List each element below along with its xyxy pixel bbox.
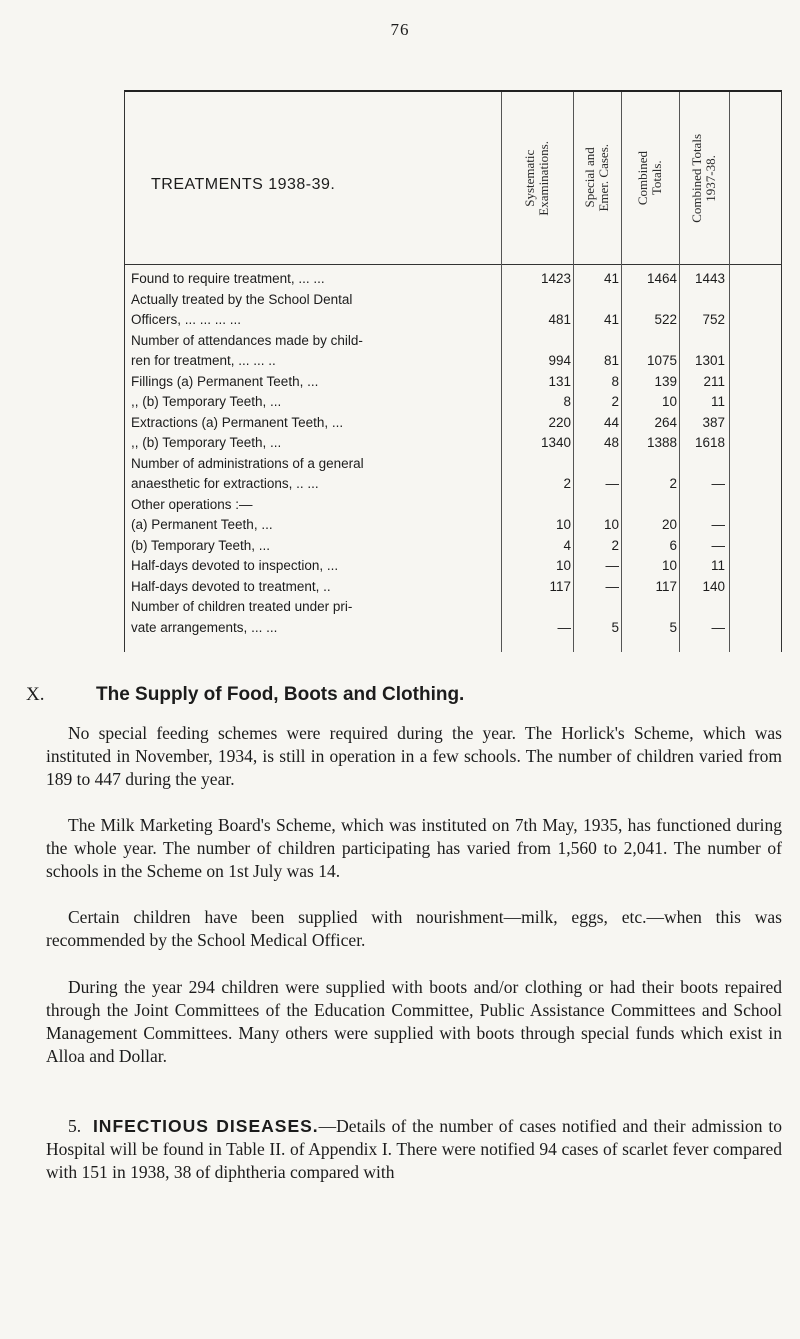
row-value: 2 [563,476,571,491]
row-value: 994 [548,353,571,368]
row-label: Number of attendances made by child- [131,332,363,348]
row-value: 139 [654,373,677,389]
table-row [125,393,781,411]
paragraph-nourishment: Certain children have been supplied with nourishment—milk, eggs, etc.—when this was recommended by the School Medical Officer. [46,907,782,950]
row-value: 1618 [694,435,725,450]
row-value: 41 [603,271,619,286]
row-value: 264 [654,414,677,430]
paragraph-boots: During the year 294 children were supplied with boots and/or clothing or had their boots repaired through the Joint Committees of the Education Committee, Public Assistance Committees and School Management Committees. Many others were supplied with boots through special funds which exist in Alloa and Dollar. [46,977,782,1066]
table-row [125,578,781,596]
col-head-special: Special and Emer. Cases. [582,144,611,212]
row-value: 131 [548,373,571,389]
table-title: TREATMENTS 1938-39. [151,176,336,193]
table-row [125,332,781,350]
row-value: 1075 [646,353,677,368]
row-value: 387 [702,414,725,430]
row-value: 220 [548,414,571,430]
row-value: 2 [669,476,677,491]
paragraph-milk: The Milk Marketing Board's Scheme, which was instituted on 7th May, 1935, has functioned during the whole year. The number of children participating has varied from 1,560 to 2,041. The number of schools in the Scheme on 1st July was 14. [46,815,782,881]
row-value: 481 [548,312,571,327]
row-value: — [711,517,725,532]
infectious-number: 5. [68,1116,82,1136]
col-head-combined: Combined Totals. [635,150,664,206]
row-value: 44 [603,414,619,430]
section-heading [26,684,786,706]
row-label: vate arrangements, ... ... [131,619,278,635]
row-label: Half-days devoted to treatment, .. [131,578,331,594]
row-value: 211 [703,373,725,389]
row-value: 10 [603,517,619,532]
row-value: 10 [661,558,677,573]
table-row [125,434,781,452]
row-label: ,, (b) Temporary Teeth, ... [131,394,282,409]
row-label: Number of administrations of a general [131,455,364,471]
row-value: 1340 [540,435,571,450]
row-value: 1301 [694,353,725,368]
row-label: Half-days devoted to inspection, ... [131,558,339,573]
table-row [125,619,781,637]
row-value: 2 [611,394,619,409]
row-label: Other operations :— [131,496,253,512]
row-value: 6 [669,537,677,553]
row-value: — [711,476,725,491]
table-row [125,291,781,309]
treatments-table [124,90,782,652]
table-header [125,92,781,265]
table-row [125,352,781,370]
table-row [125,516,781,534]
row-value: 5 [611,619,619,635]
col-head-combined-prev: Combined Totals 1937-38. [689,133,718,223]
row-label: (b) Temporary Teeth, ... [131,537,271,553]
page-number: 76 [390,20,410,39]
row-value: 522 [654,312,677,327]
row-value: 10 [555,558,571,573]
row-value: 11 [710,558,725,573]
row-value: — [557,619,571,635]
row-label: ,, (b) Temporary Teeth, ... [131,435,282,450]
row-value: 1443 [694,271,725,286]
table-row [125,270,781,288]
table-row [125,455,781,473]
row-label: Found to require treatment, ... ... [131,271,325,286]
row-value: — [711,619,725,635]
col-head-systematic: Systematic Examinations. [522,140,551,216]
row-value: 5 [669,619,677,635]
row-label: (a) Permanent Teeth, ... [131,517,273,532]
row-label: anaesthetic for extractions, .. ... [131,476,319,491]
table-row [125,598,781,616]
row-value: 1388 [646,435,677,450]
row-value: 752 [702,312,725,327]
section-number: X. [26,684,45,705]
row-value: 48 [603,435,619,450]
row-value: 81 [603,353,619,368]
row-value: — [605,476,619,491]
row-value: 8 [563,394,571,409]
row-value: 8 [611,373,619,389]
row-value: 1423 [540,271,571,286]
row-value: 10 [661,394,677,409]
row-label: Number of children treated under pri- [131,599,353,614]
row-value: — [711,537,725,553]
table-row [125,373,781,391]
row-value: 2 [611,537,619,553]
table-row [125,496,781,514]
table-row [125,475,781,493]
row-value: 140 [702,578,725,594]
row-value: 10 [555,517,571,532]
table-row [125,311,781,329]
row-value: — [605,578,619,594]
infectious-heading: INFECTIOUS DISEASES. [92,1116,319,1136]
row-label: Officers, ... ... ... ... [131,312,242,327]
row-value: 11 [710,394,725,409]
table-row [125,414,781,432]
row-value: 117 [549,578,571,594]
row-label: Fillings (a) Permanent Teeth, ... [131,373,319,389]
row-value: — [605,558,619,573]
row-value: 20 [661,517,677,532]
row-label: ren for treatment, ... ... .. [131,353,276,368]
row-value: 117 [655,578,677,594]
row-label: Actually treated by the School Dental [131,291,353,307]
paragraph-feeding: No special feeding schemes were required during the year. The Horlick's Scheme, which was instituted in November, 1934, is still in operation in a few schools. The number of children varied from 189 to 447 during the year. [46,723,782,789]
row-label: Extractions (a) Permanent Teeth, ... [131,414,344,430]
table-row [125,537,781,555]
row-value: 4 [563,537,571,553]
section-title: The Supply of Food, Boots and Clothing. [96,684,465,705]
paragraph-infectious [46,1115,782,1184]
table-row [125,557,781,575]
infectious-text: —Details of the number of cases notified and their admission to Hospital will be found in Table II. of Appendix I. There were notified 94 cases of scarlet fever compared with 151 in 1938, 38 of diphtheria compared with [46,1116,783,1182]
row-value: 1464 [646,271,677,286]
row-value: 41 [603,312,619,327]
